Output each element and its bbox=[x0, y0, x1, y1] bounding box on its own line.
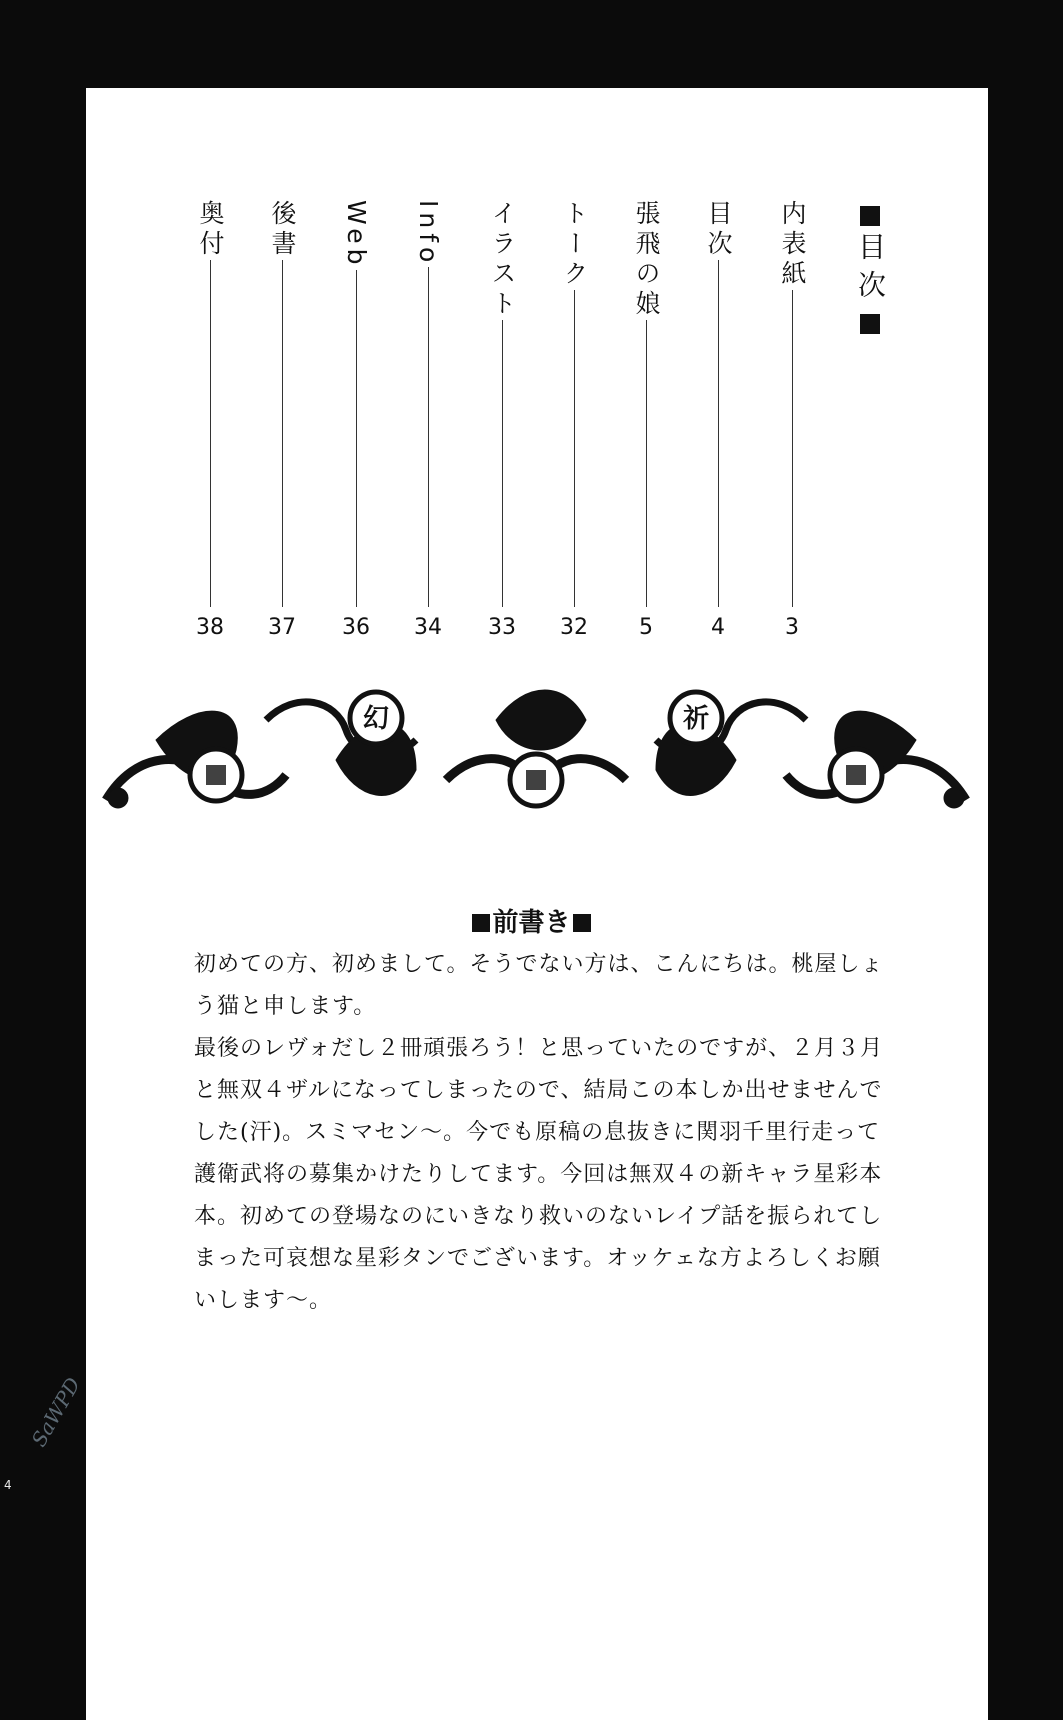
toc-entry bbox=[265, 200, 299, 640]
preface-line: まった可哀想な星彩タンでございます。オッケェな方よろしくお願 bbox=[194, 1246, 881, 1271]
page-number: 4 bbox=[4, 1478, 12, 1492]
watermark: SaWPD bbox=[26, 1373, 86, 1451]
toc-leader-line bbox=[428, 267, 429, 607]
toc-entry-label: トーク bbox=[560, 200, 589, 290]
toc-entry bbox=[629, 200, 663, 640]
toc-entry-label: 後書 bbox=[268, 200, 297, 260]
toc-leader-line bbox=[574, 290, 575, 607]
toc-heading-char-2: 次 bbox=[854, 270, 887, 308]
toc-entry-label: 内表紙 bbox=[778, 200, 807, 290]
toc-leader-line bbox=[356, 270, 357, 607]
toc-leader-line bbox=[210, 260, 211, 607]
toc-leader-line bbox=[502, 320, 503, 607]
preface-line: と無双４ザルになってしまったので、結局この本しか出せませんで bbox=[194, 1078, 883, 1103]
toc-heading-char-1: 目 bbox=[854, 232, 887, 270]
ornament-band bbox=[96, 680, 976, 830]
toc-entry-page: 5 bbox=[639, 615, 653, 640]
preface-line: 本。初めての登場なのにいきなり救いのないレイプ話を振られてし bbox=[194, 1204, 883, 1229]
medallion-char-1: 幻 bbox=[362, 704, 390, 734]
preface-line: いします～。 bbox=[194, 1288, 333, 1313]
toc-entry-label: イラスト bbox=[488, 200, 517, 320]
toc-entry bbox=[411, 200, 445, 640]
toc-entry-page: 3 bbox=[785, 615, 799, 640]
preface-title bbox=[0, 902, 1063, 939]
toc-entry bbox=[701, 200, 735, 640]
square-bullet-icon bbox=[472, 914, 490, 932]
toc-entry-page: 36 bbox=[342, 615, 370, 640]
preface-line: う猫と申します。 bbox=[194, 994, 377, 1019]
square-bullet-icon bbox=[860, 314, 880, 334]
toc-entry-page: 32 bbox=[560, 615, 588, 640]
toc-entry-page: 37 bbox=[268, 615, 296, 640]
toc-leader-line bbox=[718, 260, 719, 607]
toc-entry-label: Info bbox=[414, 200, 443, 268]
preface-line: した(汗)。スミマセン～。今でも原稿の息抜きに関羽千里行走って bbox=[194, 1120, 881, 1145]
toc-entry bbox=[557, 200, 591, 640]
toc-entry-label: Web bbox=[342, 200, 371, 270]
toc-leader-line bbox=[646, 320, 647, 607]
toc-entry-label: 張飛の娘 bbox=[632, 200, 661, 320]
preface-title-text: 前書き bbox=[492, 908, 571, 938]
toc-entry-page: 38 bbox=[196, 615, 224, 640]
toc-heading bbox=[850, 200, 890, 340]
toc-entry-label: 奥付 bbox=[196, 200, 225, 260]
toc-entry bbox=[485, 200, 519, 640]
toc-entry bbox=[193, 200, 227, 640]
preface-body bbox=[194, 944, 894, 1322]
preface-line: 護衛武将の募集かけたりしてます。今回は無双４の新キャラ星彩本 bbox=[194, 1162, 883, 1187]
square-bullet-icon bbox=[573, 914, 591, 932]
preface-line: 初めての方、初めまして。そうでない方は、こんにちは。桃屋しょ bbox=[194, 952, 884, 977]
toc-entry-label: 目次 bbox=[704, 200, 733, 260]
square-bullet-icon bbox=[860, 206, 880, 226]
toc-entry-page: 33 bbox=[488, 615, 516, 640]
toc-leader-line bbox=[282, 260, 283, 607]
preface-line: 最後のレヴォだし２冊頑張ろう！と思っていたのですが、２月３月 bbox=[194, 1036, 884, 1061]
toc-entry bbox=[775, 200, 809, 640]
toc-leader-line bbox=[792, 290, 793, 607]
medallion-char-2: 祈 bbox=[682, 704, 710, 734]
toc-entry bbox=[339, 200, 373, 640]
toc-entry-page: 34 bbox=[414, 615, 442, 640]
toc-entry-page: 4 bbox=[711, 615, 725, 640]
